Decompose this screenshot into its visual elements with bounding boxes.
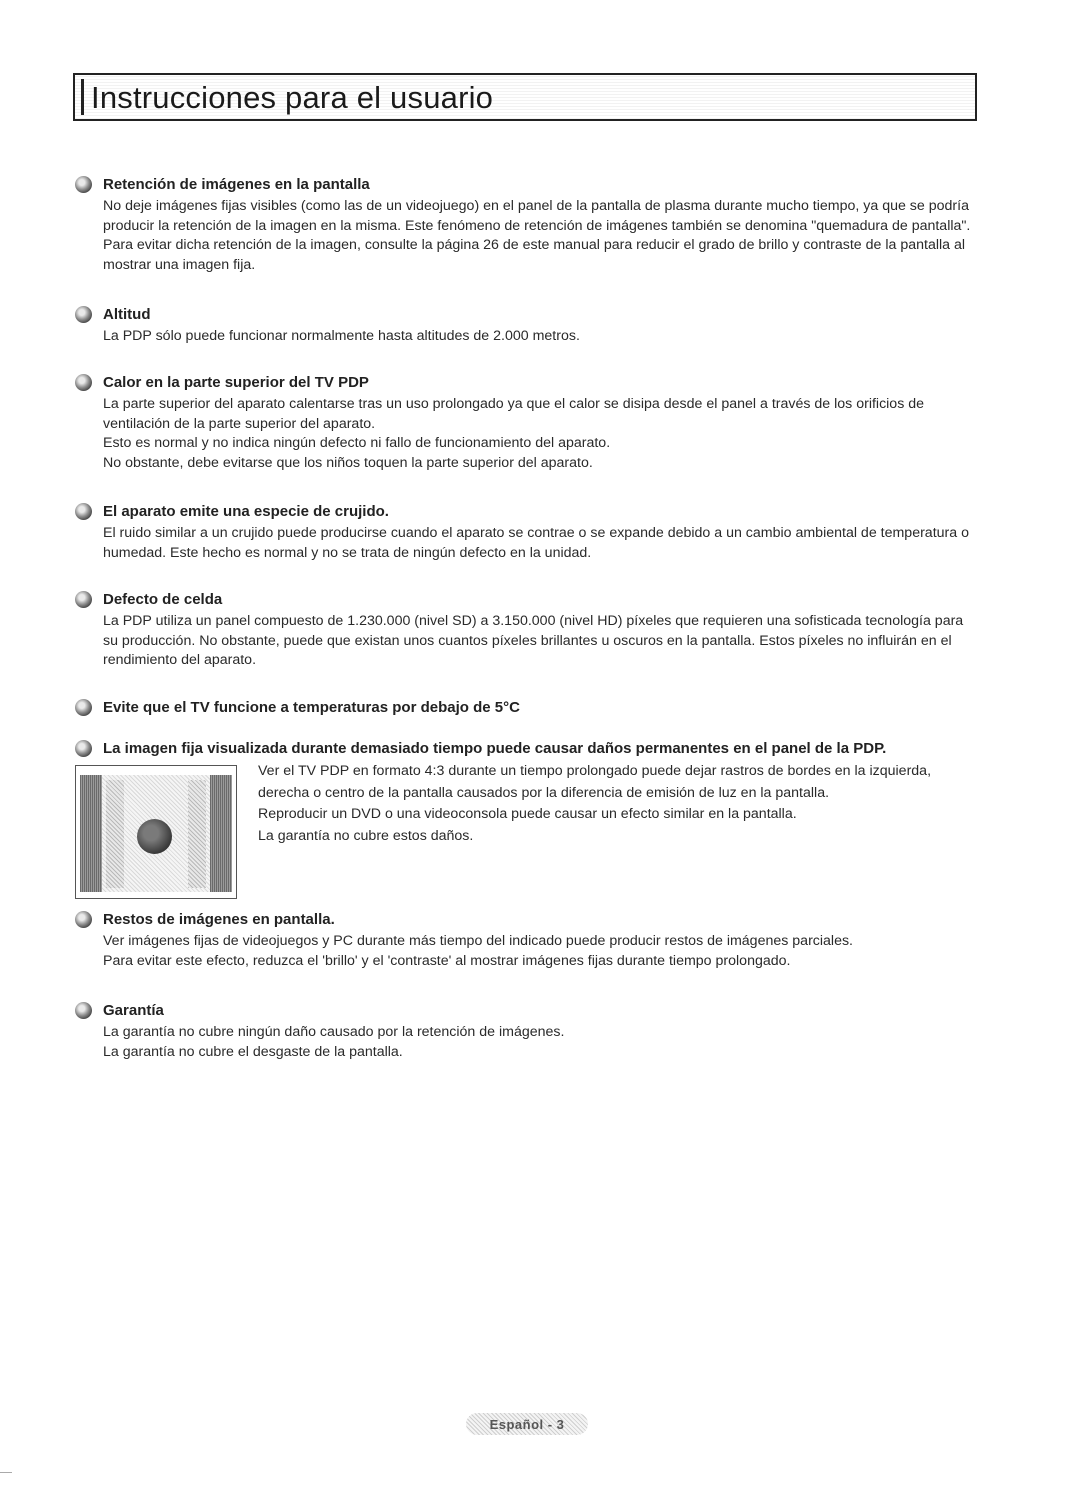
- section-cell-defect: [75, 588, 975, 671]
- section-title: La imagen fija visualizada durante demasiado tiempo puede causar daños permanentes en el panel de la PDP.: [103, 739, 887, 757]
- section-paragraph: La PDP sólo puede funcionar normalmente hasta altitudes de 2.000 metros.: [103, 328, 580, 344]
- bullet-icon: [75, 306, 92, 323]
- page-title: Instrucciones para el usuario: [91, 80, 494, 115]
- section-paragraph: La garantía no cubre estos daños.: [258, 827, 474, 844]
- section-paragraph: Ver el TV PDP en formato 4:3 durante un tiempo prolongado puede dejar rastros de bordes en la izquierda, derecha o centro de la pantalla causados por la diferencia de emisión de luz en la pantalla.: [258, 763, 932, 801]
- section-title: Altitud: [103, 305, 151, 323]
- section-title: Garantía: [103, 1001, 164, 1019]
- section-image-remnants: [75, 908, 975, 971]
- bullet-icon: [75, 911, 92, 928]
- section-paragraph: Reproducir un DVD o una videoconsola puede causar un efecto similar en la pantalla.: [258, 806, 797, 822]
- bullet-icon: [75, 1002, 92, 1019]
- section-altitude: [75, 303, 975, 347]
- scan-edge-mark: [0, 1472, 12, 1473]
- section-paragraph: Esto es normal y no indica ningún defecto ni fallo de funcionamiento del aparato.: [103, 435, 611, 451]
- bullet-icon: [75, 176, 92, 193]
- page-number-badge: [466, 1413, 588, 1435]
- section-title: Defecto de celda: [103, 590, 223, 608]
- section-temperature: [75, 696, 975, 718]
- bullet-icon: [75, 740, 92, 757]
- section-crackling: [75, 500, 975, 563]
- section-paragraph: No obstante, debe evitarse que los niños toquen la parte superior del aparato.: [103, 454, 593, 471]
- section-paragraph: La garantía no cubre ningún daño causado por la retención de imágenes.: [103, 1024, 565, 1040]
- section-still-image: [75, 737, 975, 899]
- page-title-box: [73, 73, 977, 121]
- section-paragraph: Ver imágenes fijas de videojuegos y PC durante más tiempo del indicado puede producir restos de imágenes parciales.: [103, 933, 854, 949]
- section-paragraph: El ruido similar a un crujido puede producirse cuando el aparato se contrae o se expande debido a un cambio ambiental de temperatura o humedad. Este hecho es normal y no se trata de ningún defecto en la unidad.: [103, 525, 969, 561]
- section-paragraph: Para evitar este efecto, reduzca el 'brillo' y el 'contraste' al mostrar imágenes fijas durante tiempo prolongado.: [103, 952, 791, 969]
- section-title: Evite que el TV funcione a temperaturas por debajo de 5°C: [103, 698, 520, 716]
- bullet-icon: [75, 591, 92, 608]
- screen-burn-illustration: [75, 765, 237, 899]
- bullet-icon: [75, 503, 92, 520]
- section-warranty: [75, 999, 975, 1062]
- section-paragraph: La parte superior del aparato calentarse tras un uso prolongado ya que el calor se disipa desde el panel a través de los orificios de ventilación de la parte superior del aparato.: [103, 396, 925, 432]
- bullet-icon: [75, 699, 92, 716]
- section-paragraph: La garantía no cubre el desgaste de la pantalla.: [103, 1043, 403, 1060]
- section-image-retention: [75, 173, 975, 275]
- section-title: Restos de imágenes en pantalla.: [103, 910, 335, 928]
- bullet-icon: [75, 374, 92, 391]
- section-title: El aparato emite una especie de crujido.: [103, 502, 389, 520]
- section-paragraph: La PDP utiliza un panel compuesto de 1.230.000 (nivel SD) a 3.150.000 (nivel HD) píxeles que requieren una sofisticada tecnología para su producción. No obstante, puede que existan unos cuantos píxeles brillantes u oscuros en la pantalla. Estos píxeles no influirán en el rendimiento del aparato.: [103, 613, 964, 668]
- section-heat: [75, 371, 975, 473]
- page-number: Español - 3: [489, 1416, 565, 1432]
- section-title: Calor en la parte superior del TV PDP: [103, 373, 369, 391]
- section-title: Retención de imágenes en la pantalla: [103, 175, 370, 193]
- section-paragraph: No deje imágenes fijas visibles (como las de un videojuego) en el panel de la pantalla de plasma durante mucho tiempo, ya que se podría producir la retención de la imagen en la misma. Este fenómeno de retención de imágenes también se denomina "quemadura de pantalla". Para evitar dicha retención de la imagen, consulte la página 26 de este manual para reducir el grado de brillo y contraste de la pantalla al mostrar una imagen fija.: [103, 198, 971, 273]
